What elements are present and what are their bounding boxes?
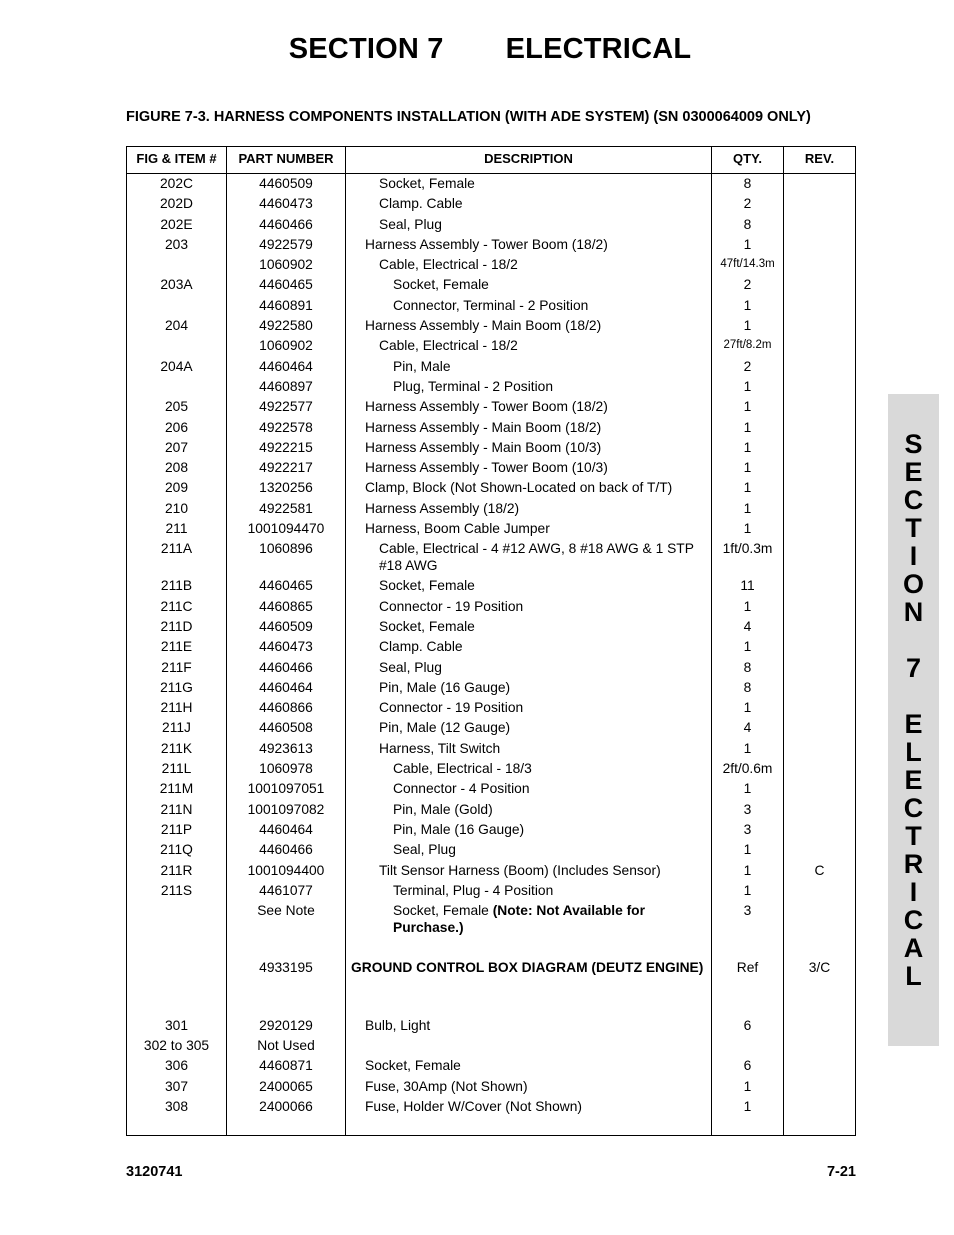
- table-row: [127, 739, 855, 759]
- side-tab-letter: 7: [905, 653, 922, 683]
- fig-item-cell: 203A: [160, 277, 193, 293]
- fig-item-cell: 211K: [160, 740, 193, 756]
- description-cell: [379, 719, 707, 736]
- description-cell: [379, 679, 707, 696]
- part-number-cell: 4922578: [259, 419, 313, 435]
- fig-item-cell: 211G: [160, 679, 193, 695]
- description-text: Terminal, Plug - 4 Position: [393, 882, 554, 898]
- description-cell: [379, 195, 707, 212]
- table-row: [127, 438, 855, 458]
- table-row: [127, 478, 855, 498]
- section-title: [0, 33, 954, 66]
- part-number-cell: 4460466: [259, 216, 313, 232]
- part-number-cell: 4922217: [259, 460, 313, 476]
- table-row: [127, 519, 855, 539]
- description-text: Socket, Female: [379, 578, 475, 594]
- description-text: Seal, Plug: [393, 842, 456, 858]
- part-number-cell: Not Used: [257, 1037, 315, 1053]
- side-tab-letter: I: [909, 877, 918, 907]
- description-cell: [393, 358, 707, 375]
- parts-table: [126, 146, 856, 1136]
- rev-cell: 3/C: [808, 960, 831, 976]
- part-number-cell: 4460464: [259, 821, 313, 837]
- description-cell: [365, 317, 707, 334]
- qty-cell: 2: [743, 277, 752, 293]
- description-cell: [379, 175, 707, 192]
- qty-cell: 8: [743, 679, 752, 695]
- qty-cell: 11: [740, 578, 755, 594]
- description-text: Seal, Plug: [379, 216, 442, 232]
- table-row: [127, 215, 855, 235]
- description-text: Harness Assembly - Main Boom (18/2): [365, 419, 602, 435]
- description-cell: [379, 577, 707, 594]
- description-text: Pin, Male: [393, 358, 451, 374]
- description-cell: [365, 520, 707, 537]
- description-cell: [379, 337, 707, 354]
- fig-item-cell: 211R: [160, 862, 193, 878]
- side-tab-letter: E: [904, 765, 923, 795]
- description-cell: [379, 216, 707, 233]
- description-text: Connector - 4 Position: [393, 781, 530, 797]
- side-tab-letter: A: [903, 933, 924, 963]
- description-cell: [393, 760, 707, 777]
- column-header-part-number: PART NUMBER: [238, 151, 334, 166]
- fig-item-cell: 307: [164, 1078, 189, 1094]
- description-text: Tilt Sensor Harness (Boom) (Includes Sensor): [379, 862, 661, 878]
- qty-cell: 8: [743, 659, 752, 675]
- description-text: Harness, Tilt Switch: [379, 740, 501, 756]
- part-number-cell: 1060896: [259, 541, 313, 557]
- qty-cell: 1: [743, 700, 752, 716]
- fig-item-cell: 211L: [161, 761, 192, 777]
- qty-cell: 6: [743, 1017, 752, 1033]
- fig-item-cell: 211F: [161, 659, 192, 675]
- side-tab-letter: N: [903, 597, 924, 627]
- part-number-cell: 1001094470: [247, 521, 325, 537]
- part-number-cell: 4460473: [259, 639, 313, 655]
- qty-cell: 1: [743, 1078, 752, 1094]
- table-row: [127, 377, 855, 397]
- fig-item-cell: 203: [164, 236, 189, 252]
- fig-item-cell: 202C: [160, 176, 193, 191]
- description-text: Clamp. Cable: [379, 196, 463, 212]
- description-bold-text: (Note: Not Available for Purchase.): [393, 903, 645, 936]
- fig-item-cell: 211M: [159, 781, 194, 797]
- description-text: Socket, Female: [393, 903, 493, 919]
- qty-cell: 1: [743, 639, 752, 655]
- part-number-cell: 4461077: [259, 882, 313, 898]
- table-row: [127, 539, 855, 576]
- description-cell: [393, 297, 707, 314]
- description-cell: [393, 821, 707, 838]
- side-tab-letter: T: [905, 821, 922, 851]
- table-row: [127, 597, 855, 617]
- description-cell: [379, 659, 707, 676]
- description-text: Clamp. Cable: [379, 639, 463, 655]
- fig-item-cell: 211S: [160, 882, 193, 898]
- part-number-cell: 4460465: [259, 277, 313, 293]
- fig-item-cell: 211B: [160, 578, 193, 594]
- part-number-cell: 4460466: [259, 659, 313, 675]
- description-cell: [393, 902, 707, 936]
- description-cell: [365, 1078, 707, 1095]
- qty-cell: 3: [743, 801, 752, 817]
- section-label: SECTION 7: [288, 33, 444, 65]
- description-cell: [393, 841, 707, 858]
- qty-cell: 3: [743, 821, 752, 837]
- qty-cell: 1: [743, 882, 752, 898]
- description-cell: [393, 276, 707, 293]
- description-cell: [393, 801, 707, 818]
- qty-cell: 1: [743, 297, 752, 313]
- table-row: [127, 820, 855, 840]
- qty-cell: 1: [743, 236, 752, 252]
- part-number-cell: 4460871: [259, 1058, 313, 1074]
- description-cell: [379, 598, 707, 615]
- part-number-cell: 4460466: [259, 842, 313, 858]
- qty-cell: 1: [743, 378, 752, 394]
- table-row: [127, 1077, 855, 1097]
- qty-cell: 1: [743, 740, 752, 756]
- description-cell: [365, 1017, 707, 1034]
- qty-cell: Ref: [736, 960, 759, 976]
- part-number-cell: 1060902: [259, 257, 313, 273]
- fig-item-cell: 202D: [160, 196, 193, 212]
- table-spacer: [127, 995, 855, 1015]
- table-spacer: [127, 938, 855, 958]
- fig-item-cell: 205: [164, 399, 189, 415]
- qty-cell: 1: [743, 862, 752, 878]
- part-number-cell: 2400065: [259, 1078, 313, 1094]
- fig-item-cell: 202E: [160, 216, 193, 232]
- description-cell: [365, 459, 707, 476]
- table-row: [127, 357, 855, 377]
- table-row: [127, 1016, 855, 1036]
- description-text: Harness, Boom Cable Jumper: [365, 521, 550, 537]
- side-tab-letter: O: [902, 569, 924, 599]
- description-text: Seal, Plug: [379, 659, 442, 675]
- qty-cell: 47ft/14.3m: [720, 258, 775, 271]
- description-text: Pin, Male (12 Gauge): [379, 720, 511, 736]
- page-number: 7-21: [826, 1164, 856, 1180]
- part-number-cell: 4460866: [259, 700, 313, 716]
- qty-cell: 6: [743, 1058, 752, 1074]
- table-row: [127, 840, 855, 860]
- description-text: Harness Assembly - Tower Boom (18/2): [365, 399, 608, 415]
- fig-item-cell: 302 to 305: [143, 1037, 210, 1053]
- side-tab-letter: C: [903, 905, 924, 935]
- table-row: [127, 678, 855, 698]
- side-tab-letter: R: [903, 849, 924, 879]
- description-text: Cable, Electrical - 18/2: [379, 338, 518, 354]
- part-number-cell: 1320256: [259, 480, 313, 496]
- description-text: Harness Assembly - Tower Boom (10/3): [365, 460, 608, 476]
- qty-cell: 1: [743, 842, 752, 858]
- qty-cell: 1: [743, 598, 752, 614]
- side-tab-letter: C: [903, 485, 924, 515]
- table-row: [127, 759, 855, 779]
- part-number-cell: 4460508: [259, 720, 313, 736]
- fig-item-cell: 211: [165, 521, 188, 537]
- qty-cell: 4: [743, 720, 752, 736]
- fig-item-cell: 208: [164, 460, 189, 476]
- description-cell: [379, 638, 707, 655]
- fig-item-cell: 211H: [160, 700, 193, 716]
- fig-item-cell: 210: [164, 500, 189, 516]
- fig-item-cell: 211A: [160, 541, 193, 557]
- side-tab-letter: L: [905, 961, 922, 991]
- description-text: Harness Assembly (18/2): [365, 500, 520, 516]
- fig-item-cell: 204: [164, 318, 189, 334]
- qty-cell: 1: [743, 480, 752, 496]
- table-row: [127, 418, 855, 438]
- description-text: Connector, Terminal - 2 Position: [393, 297, 589, 313]
- table-row: [127, 316, 855, 336]
- column-header-qty: QTY.: [733, 151, 762, 166]
- part-number-cell: 1001097082: [247, 801, 325, 817]
- description-text: Pin, Male (Gold): [393, 801, 493, 817]
- side-tab-letter: S: [904, 429, 923, 459]
- description-text: Socket, Female: [379, 618, 475, 634]
- table-row: [127, 881, 855, 901]
- column-header-description: DESCRIPTION: [484, 151, 573, 166]
- qty-cell: 4: [743, 618, 752, 634]
- part-number-cell: 4922581: [259, 500, 313, 516]
- part-number-cell: 4460473: [259, 196, 313, 212]
- description-text: Fuse, 30Amp (Not Shown): [365, 1078, 528, 1094]
- rev-cell: C: [814, 862, 825, 878]
- part-number-cell: 4922579: [259, 236, 313, 252]
- table-row: [127, 174, 855, 194]
- table-row: [127, 617, 855, 637]
- description-cell: [365, 419, 707, 436]
- description-cell: [379, 540, 707, 574]
- qty-cell: 2ft/0.6m: [722, 761, 773, 777]
- part-number-cell: 4460465: [259, 578, 313, 594]
- fig-item-cell: 209: [164, 480, 189, 496]
- qty-cell: 1: [743, 1098, 752, 1114]
- table-row: [127, 576, 855, 596]
- part-number-cell: 4460897: [259, 378, 313, 394]
- qty-cell: 1: [743, 399, 752, 415]
- description-cell: [365, 1098, 707, 1115]
- description-cell: [379, 618, 707, 635]
- part-number-cell: 1060902: [259, 338, 313, 354]
- description-cell: [365, 236, 707, 253]
- side-tab-letter: C: [903, 793, 924, 823]
- fig-item-cell: 211J: [162, 720, 191, 736]
- part-number-cell: See Note: [257, 903, 315, 919]
- description-text: Cable, Electrical - 18/2: [379, 257, 518, 273]
- qty-cell: 1: [743, 521, 752, 537]
- part-number-cell: 4460865: [259, 598, 313, 614]
- qty-cell: 2: [743, 196, 752, 212]
- description-cell: [393, 378, 707, 395]
- table-row: [127, 658, 855, 678]
- part-number-cell: 4460464: [259, 679, 313, 695]
- fig-item-cell: 204A: [160, 358, 193, 374]
- table-row: [127, 718, 855, 738]
- part-number-cell: 1060978: [259, 761, 313, 777]
- table-row: [127, 458, 855, 478]
- side-tab-letter: T: [905, 513, 922, 543]
- table-row: [127, 235, 855, 255]
- table-row: [127, 296, 855, 316]
- description-cell: [379, 862, 707, 879]
- table-row: [127, 958, 855, 995]
- part-number-cell: 4460891: [259, 297, 313, 313]
- qty-cell: 1: [743, 460, 752, 476]
- part-number-cell: 4922577: [259, 399, 313, 415]
- table-row: [127, 499, 855, 519]
- column-header-rev: REV.: [804, 151, 835, 166]
- fig-item-cell: 211E: [160, 639, 193, 655]
- description-bold-text: GROUND CONTROL BOX DIAGRAM (DEUTZ ENGINE): [351, 960, 704, 976]
- part-number-cell: 4460509: [259, 176, 313, 191]
- fig-item-cell: 211C: [160, 598, 193, 614]
- part-number-cell: 4922215: [259, 439, 313, 455]
- table-body: [127, 174, 855, 1117]
- side-tab-letter: E: [904, 709, 923, 739]
- fig-item-cell: 211D: [160, 618, 193, 634]
- description-cell: [365, 398, 707, 415]
- description-text: Fuse, Holder W/Cover (Not Shown): [365, 1098, 582, 1114]
- figure-title: FIGURE 7-3. HARNESS COMPONENTS INSTALLATION (WITH ADE SYSTEM) (SN 0300064009 ONLY): [126, 109, 811, 125]
- fig-item-cell: 211Q: [160, 842, 193, 858]
- side-tab-letter: E: [904, 457, 923, 487]
- description-text: Clamp, Block (Not Shown-Located on back of T/T): [365, 480, 673, 496]
- part-number-cell: 2920129: [259, 1017, 313, 1033]
- description-text: Cable, Electrical - 18/3: [393, 761, 532, 777]
- qty-cell: 1: [743, 318, 752, 334]
- qty-cell: 3: [743, 903, 752, 919]
- description-cell: [365, 500, 707, 517]
- qty-cell: 1: [743, 439, 752, 455]
- qty-cell: 27ft/8.2m: [723, 339, 772, 352]
- table-row: [127, 397, 855, 417]
- description-cell: [365, 1057, 707, 1074]
- description-text: Plug, Terminal - 2 Position: [393, 378, 554, 394]
- table-row: [127, 800, 855, 820]
- fig-item-cell: 308: [164, 1098, 189, 1114]
- description-text: Harness Assembly - Main Boom (10/3): [365, 439, 602, 455]
- description-text: Bulb, Light: [365, 1017, 431, 1033]
- description-text: Socket, Female: [393, 277, 489, 293]
- qty-cell: 1: [743, 500, 752, 516]
- section-side-tab: [888, 394, 939, 1046]
- table-row: [127, 255, 855, 275]
- description-text: Socket, Female: [379, 176, 475, 191]
- table-row: [127, 194, 855, 214]
- table-row: [127, 275, 855, 295]
- part-number-cell: 2400066: [259, 1098, 313, 1114]
- description-cell: [351, 959, 707, 976]
- description-cell: [365, 439, 707, 456]
- fig-item-cell: 207: [164, 439, 189, 455]
- part-number-cell: 4922580: [259, 318, 313, 334]
- description-text: Pin, Male (16 Gauge): [379, 679, 511, 695]
- qty-cell: 1ft/0.3m: [722, 541, 773, 557]
- table-row: [127, 779, 855, 799]
- part-number-cell: 1001094400: [247, 862, 325, 878]
- description-cell: [365, 479, 707, 496]
- description-text: Harness Assembly - Tower Boom (18/2): [365, 236, 608, 252]
- fig-item-cell: 306: [164, 1058, 189, 1074]
- column-header-fig-item: FIG & ITEM #: [136, 151, 217, 166]
- description-text: Pin, Male (16 Gauge): [393, 821, 525, 837]
- qty-cell: 1: [743, 419, 752, 435]
- table-row: [127, 1056, 855, 1076]
- fig-item-cell: 301: [164, 1017, 189, 1033]
- description-text: Connector - 19 Position: [379, 700, 524, 716]
- description-cell: [379, 256, 707, 273]
- description-text: Connector - 19 Position: [379, 598, 524, 614]
- table-row: [127, 861, 855, 881]
- part-number-cell: 1001097051: [247, 781, 325, 797]
- table-row: [127, 698, 855, 718]
- document-number: 3120741: [126, 1164, 183, 1180]
- table-row: [127, 637, 855, 657]
- qty-cell: 1: [743, 781, 752, 797]
- description-cell: [379, 740, 707, 757]
- side-tab-letter: L: [905, 737, 922, 767]
- fig-item-cell: 211N: [160, 801, 193, 817]
- part-number-cell: 4460509: [259, 618, 313, 634]
- part-number-cell: 4923613: [259, 740, 313, 756]
- table-row: [127, 1036, 855, 1056]
- part-number-cell: 4933195: [259, 960, 313, 976]
- description-text: Harness Assembly - Main Boom (18/2): [365, 318, 602, 334]
- part-number-cell: 4460464: [259, 358, 313, 374]
- description-cell: [379, 699, 707, 716]
- description-cell: [393, 882, 707, 899]
- fig-item-cell: 211P: [160, 821, 193, 837]
- description-cell: [393, 780, 707, 797]
- section-name: ELECTRICAL: [505, 33, 692, 65]
- table-row: [127, 901, 855, 938]
- table-row: [127, 1097, 855, 1117]
- description-text: Socket, Female: [365, 1058, 461, 1074]
- qty-cell: 8: [743, 216, 752, 232]
- qty-cell: 2: [743, 358, 752, 374]
- side-tab-letter: I: [909, 541, 918, 571]
- qty-cell: 8: [743, 176, 752, 191]
- table-row: [127, 336, 855, 356]
- description-text: Cable, Electrical - 4 #12 AWG, 8 #18 AWG & 1 STP #18 AWG: [379, 541, 694, 574]
- fig-item-cell: 206: [164, 419, 189, 435]
